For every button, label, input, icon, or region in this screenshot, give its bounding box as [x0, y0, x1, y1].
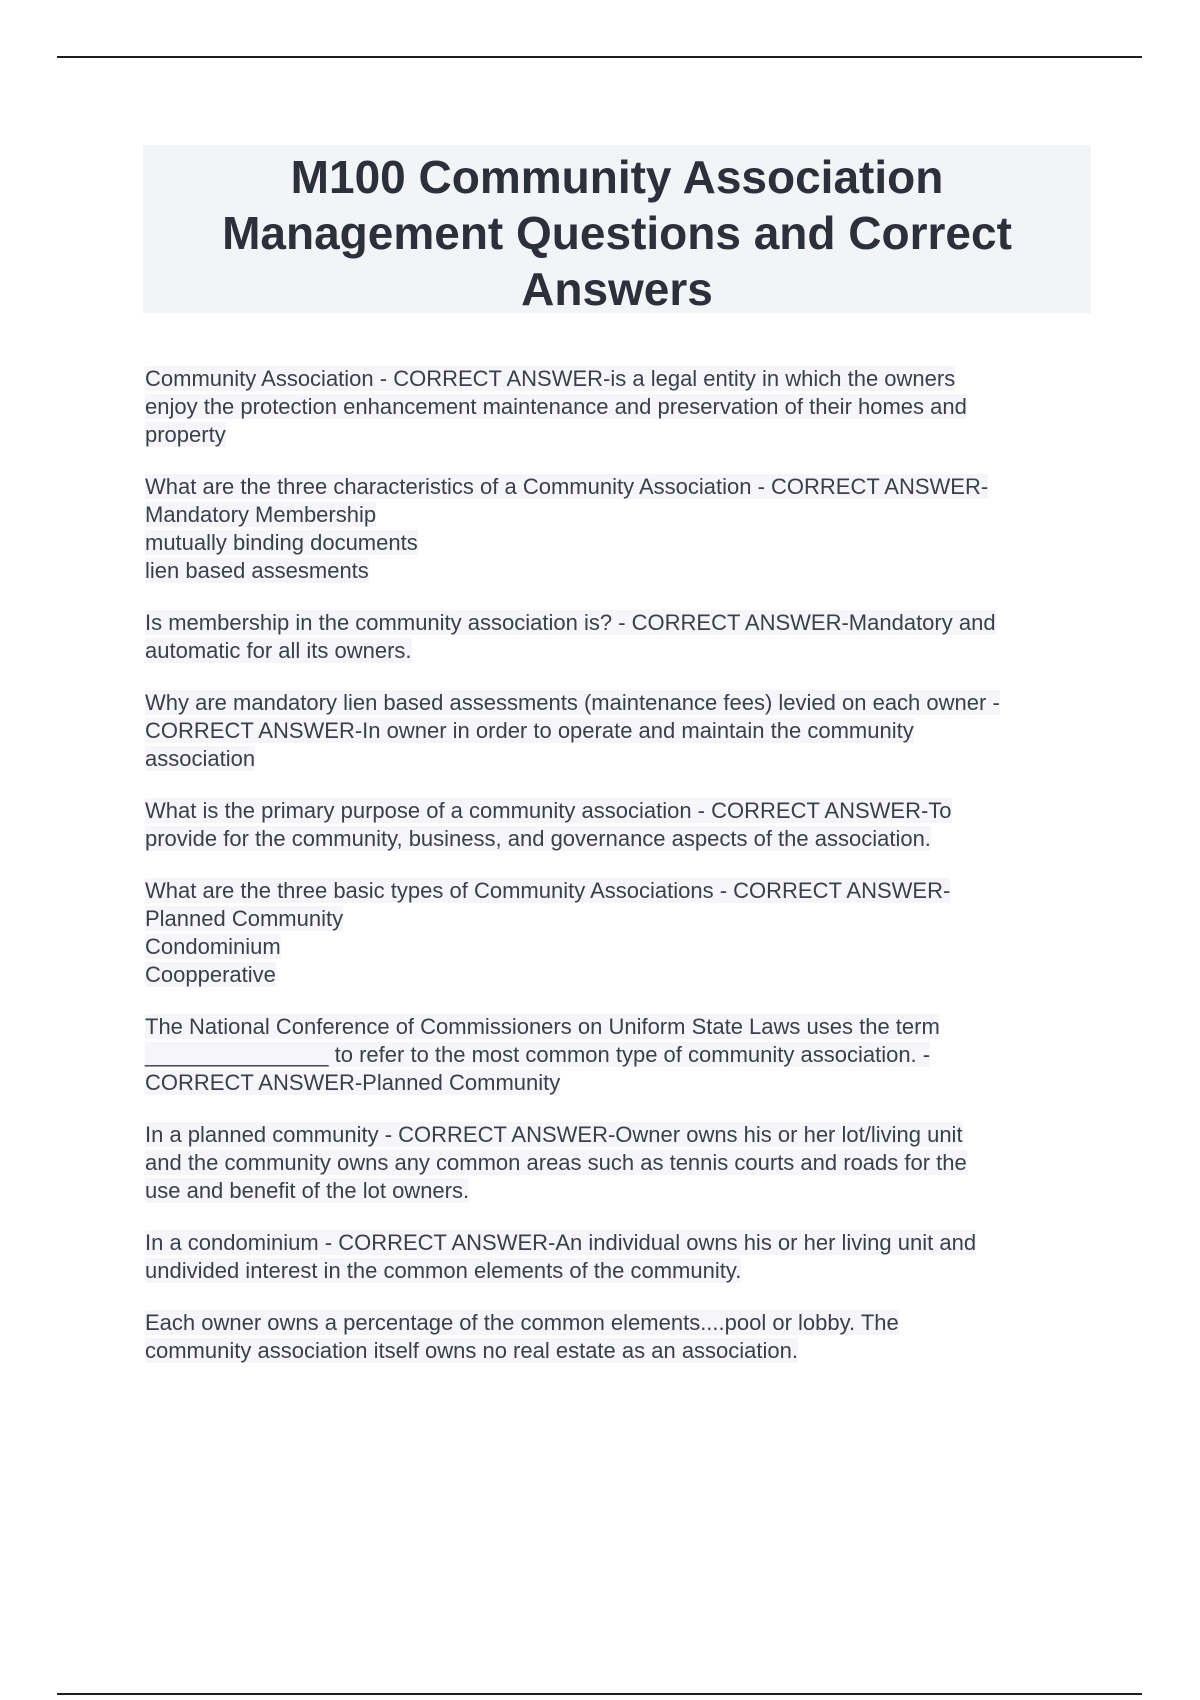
- qa-line: provide for the community, business, and governance aspects of the association.: [145, 826, 931, 851]
- qa-entry: [145, 1121, 1095, 1205]
- qa-line: What are the three basic types of Community Associations - CORRECT ANSWER-: [145, 878, 951, 903]
- title-line: Management Questions and Correct: [222, 207, 1012, 259]
- qa-entry: [145, 877, 1095, 989]
- bottom-divider: [57, 1693, 1142, 1695]
- qa-line: CORRECT ANSWER-Planned Community: [145, 1070, 561, 1095]
- qa-line: Why are mandatory lien based assessments (maintenance fees) levied on each owner -: [145, 690, 1000, 715]
- qa-line: In a condominium - CORRECT ANSWER-An individual owns his or her living unit and: [145, 1230, 977, 1255]
- qa-line: mutually binding documents: [145, 530, 418, 555]
- title-line: Answers: [521, 263, 713, 315]
- qa-line: and the community owns any common areas such as tennis courts and roads for the: [145, 1150, 967, 1175]
- qa-line: Coopperative: [145, 962, 276, 987]
- title-line: M100 Community Association: [290, 151, 944, 203]
- qa-line: automatic for all its owners.: [145, 638, 412, 663]
- qa-line: community association itself owns no real estate as an association.: [145, 1338, 798, 1363]
- qa-line: CORRECT ANSWER-In owner in order to operate and maintain the community: [145, 718, 914, 743]
- qa-line: use and benefit of the lot owners.: [145, 1178, 470, 1203]
- qa-line: lien based assesments: [145, 558, 369, 583]
- qa-line: The National Conference of Commissioners on Uniform State Laws uses the term: [145, 1014, 940, 1039]
- qa-entry: [145, 365, 1095, 449]
- qa-line: In a planned community - CORRECT ANSWER-Owner owns his or her lot/living unit: [145, 1122, 963, 1147]
- qa-entry: [145, 609, 1095, 665]
- qa-entry: [145, 1013, 1095, 1097]
- qa-line: _______________ to refer to the most common type of community association. -: [145, 1042, 931, 1067]
- document-title: [143, 149, 1091, 317]
- qa-list: [145, 365, 1095, 1389]
- qa-line: property: [145, 422, 226, 447]
- qa-line: enjoy the protection enhancement maintenance and preservation of their homes and: [145, 394, 967, 419]
- qa-line: Mandatory Membership: [145, 502, 377, 527]
- qa-entry: [145, 473, 1095, 585]
- title-banner: [143, 145, 1091, 313]
- qa-entry: [145, 1309, 1095, 1365]
- qa-entry: [145, 689, 1095, 773]
- qa-line: association: [145, 746, 256, 771]
- qa-line: Condominium: [145, 934, 281, 959]
- top-divider: [57, 56, 1142, 58]
- qa-line: What is the primary purpose of a community association - CORRECT ANSWER-To: [145, 798, 952, 823]
- qa-entry: [145, 797, 1095, 853]
- qa-line: Planned Community: [145, 906, 344, 931]
- qa-line: What are the three characteristics of a Community Association - CORRECT ANSWER-: [145, 474, 989, 499]
- qa-line: Community Association - CORRECT ANSWER-is a legal entity in which the owners: [145, 366, 956, 391]
- qa-line: Each owner owns a percentage of the common elements....pool or lobby. The: [145, 1310, 899, 1335]
- qa-entry: [145, 1229, 1095, 1285]
- qa-line: Is membership in the community association is? - CORRECT ANSWER-Mandatory and: [145, 610, 996, 635]
- qa-line: undivided interest in the common elements of the community.: [145, 1258, 742, 1283]
